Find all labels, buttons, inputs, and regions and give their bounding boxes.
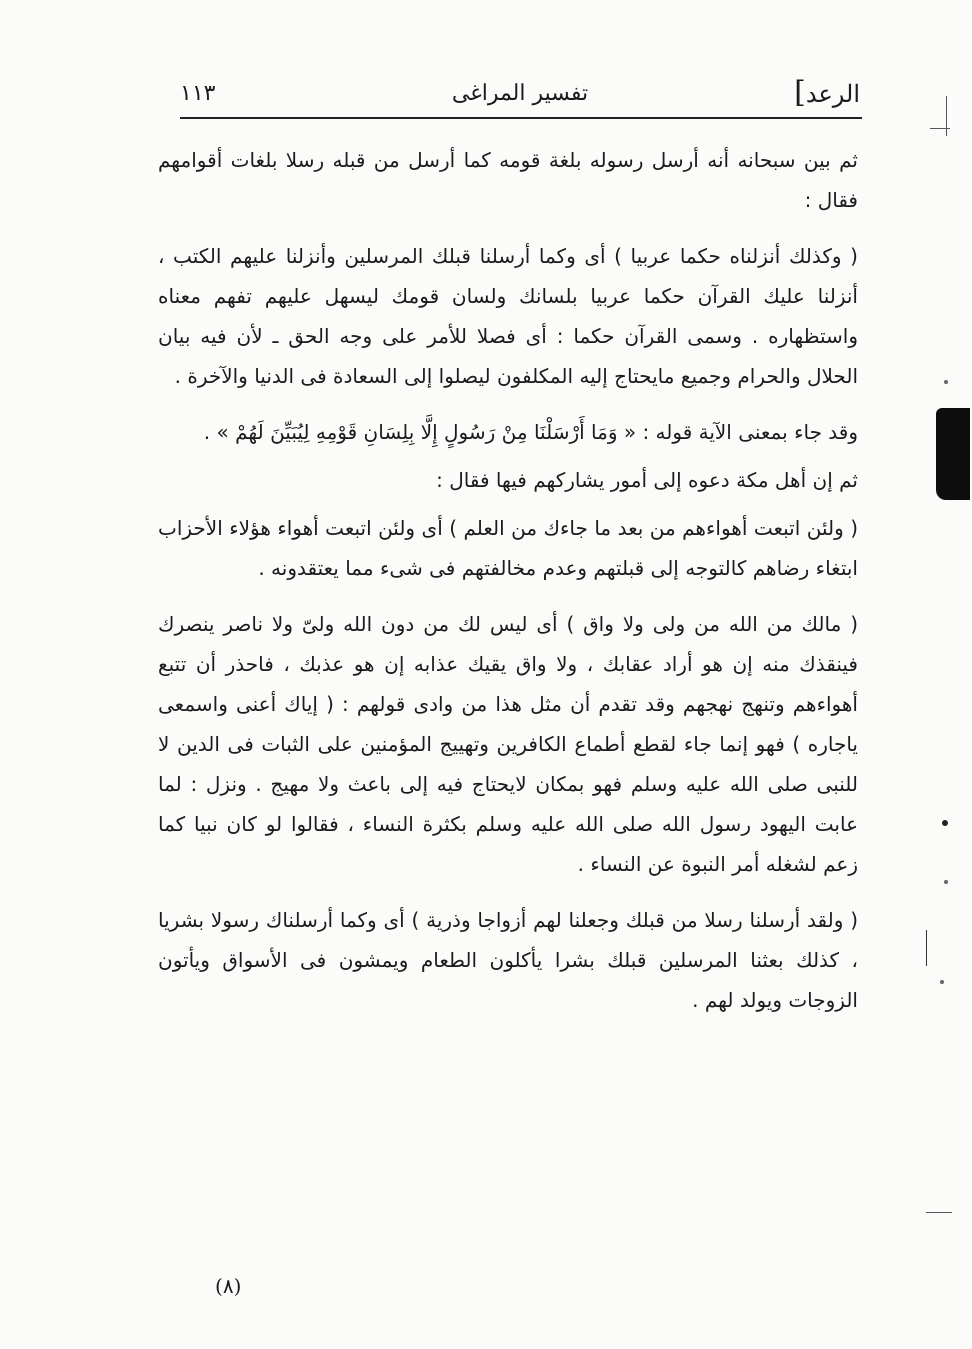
- paragraph-4: ثم إن أهل مكة دعوه إلى أمور يشاركهم فيها فقال :: [436, 468, 858, 492]
- paragraph-3-quran-quote: وقد جاء بمعنى الآية قوله : « وَمَا أَرْسَلْنَا مِنْ رَسُولٍ إِلَّا بِلِسَانِ قَوْمِهِ لِيُبَيِّنَ لَهُمْ » .: [203, 420, 858, 444]
- paragraph-2: ( وكذلك أنزلناه حكما عربيا ) أى وكما أرسلنا قبلك المرسلين وأنزلنا عليهم الكتب ، أنزلنا عليك القرآن حكما عربيا بلسانك ولسان قومك ليسهل عليهم تفهم معناه واستظهاره . وسمى القرآن حكما : أى فصلا للأمر على وجه الحق ـ لأن فيه بيان الحلال والحرام وجميع مايحتاج إليه المكلفون ليصلوا إلى السعادة فى الدنيا والآخرة .: [158, 244, 858, 388]
- scan-speck: [944, 880, 948, 884]
- scan-margin-mark: [930, 128, 950, 129]
- book-title: تفسير المراغى: [451, 81, 589, 106]
- running-header: [180, 74, 860, 114]
- commentary-body: [158, 140, 858, 1036]
- paragraph-7: ( ولقد أرسلنا رسلا من قبلك وجعلنا لهم أزواجا وذرية ) أى وكما أرسلناك رسولا بشريا ، كذلك بعثنا المرسلين قبلك بشرا يأكلون الطعام ويمشون فى الأسواق ويأتون الزوجات ويولد لهم .: [158, 908, 858, 1012]
- scan-margin-mark: [946, 96, 947, 136]
- scan-margin-mark: [926, 930, 927, 966]
- scan-ink-blot: [936, 408, 970, 500]
- signature-mark: (٨): [215, 1274, 242, 1298]
- scan-margin-mark: [926, 1212, 952, 1213]
- scan-speck: [942, 820, 948, 826]
- header-rule: [180, 117, 862, 119]
- page-number: ١١٣: [180, 81, 216, 106]
- paragraph-6: ( مالك من الله من ولى ولا واق ) أى ليس لك من دون الله ولىّ ولا ناصر ينصرك فينقذك منه إن هو أراد عقابك ، ولا واق يقيك عذابه إن هو عذبك ، فاحذر أن تتبع أهواءهم وتنهج نهجهم وقد تقدم أن مثل هذا من وادى قولهم : ( إياك أعنى واسمعى ياجاره ) فهو إنما جاء لقطع أطماع الكافرين وتهييج المؤمنين على الثبات فى الدين لا للنبى صلى الله عليه وسلم فهو بمكان لايحتاج فيه إلى باعث ولا مهيج . ونزل : لما عابت اليهود رسول الله صلى الله عليه وسلم بكثرة النساء ، فقالوا لو كان نبيا كما زعم لشغله أمر النبوة عن النساء .: [158, 612, 858, 876]
- scan-speck: [944, 380, 948, 384]
- scan-speck: [940, 980, 944, 984]
- surah-bracket: ]: [794, 75, 806, 110]
- paragraph-5: ( ولئن اتبعت أهواءهم من بعد ما جاءك من العلم ) أى ولئن اتبعت أهواء هؤلاء الأحزاب ابتغاء رضاهم كالتوجه إلى قبلتهم وعدم مخالفتهم فى شىء مما يعتقدونه .: [158, 516, 858, 580]
- surah-name-text: الرعد: [805, 80, 860, 108]
- paragraph-1: ثم بين سبحانه أنه أرسل رسوله بلغة قومه كما أرسل من قبله رسلا بلغات أقوامهم فقال :: [158, 148, 858, 212]
